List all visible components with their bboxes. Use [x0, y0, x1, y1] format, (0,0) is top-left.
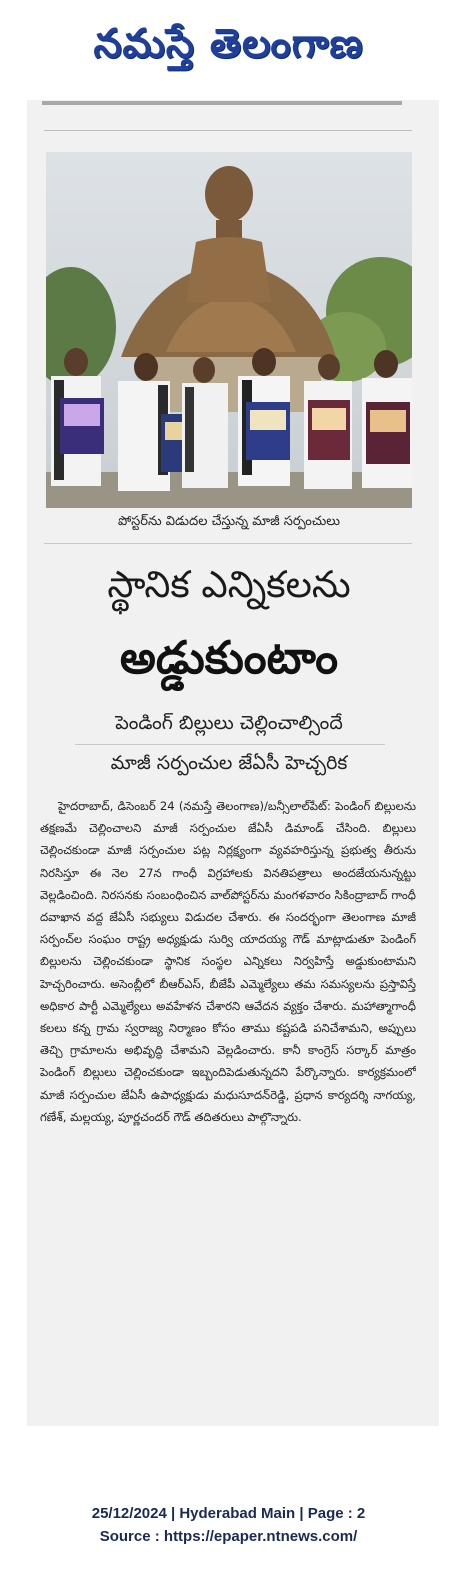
- subheadline-1: పెండింగ్‌ బిల్లులు చెల్లించాల్సిందే: [115, 712, 343, 734]
- previous-article-cut-line: [40, 100, 416, 106]
- edition-info: 25/12/2024 | Hyderabad Main | Page : 2: [91, 1505, 366, 1522]
- divider-line: [44, 130, 412, 131]
- photo-illustration: [46, 152, 412, 508]
- headline-line-2: అడ్డుకుంటాం: [119, 631, 339, 684]
- newspaper-masthead: [0, 0, 457, 98]
- source-link[interactable]: Source : https://epaper.ntnews.com/: [99, 1528, 358, 1545]
- photo-caption: పోస్టర్‌ను విడుదల చేస్తున్న మాజీ సర్పంచులు: [118, 514, 340, 529]
- cut-text-fragment: [40, 101, 416, 106]
- article-body: హైదరాబాద్‌, డిసెంబర్‌ 24 (నమస్తే తెలంగాణ)/బన్సీలాల్‌పేట్‌: పెండింగ్‌ బిల్లులను తక్షణమే చెల్లించాలని మాజీ సర్పంచుల జేఏసీ డిమాండ్‌ చేసింది. బిల్లులు చెల్లించకుండా మాజీ సర్పంచుల పట్ల నిర్లక్ష్యంగా వ్యవహరిస్తున్న ప్రభుత్వ తీరును నిరసిస్తూ ఈ నెల 27న గాంధీ విగ్రహాలకు వినతిపత్రాలు అందజేయనున్నట్టు వెల్లడించింది. నిరసనకు సంబంధించిన వాల్‌పోస్టర్‌ను మంగళవారం సికింద్రాబాద్‌ గాంధీ దవాఖాన వద్ద జేఏసీ సభ్యులు విడుదల చేశారు. ఈ సందర్భంగా తెలంగాణ మాజీ సర్పంచ్‌ల సంఘం రాష్ట్ర అధ్యక్షుడు సుర్వి యాదయ్య గౌడ్‌ మాట్లాడుతూ పెండింగ్‌ బిల్లులను చెల్లించకుండా స్థానిక సంస్థల ఎన్నికలు నిర్వహిస్తే అడ్డుకుంటామని హెచ్చరించారు. అసెంబ్లీలో బీఆర్‌ఎస్‌, బీజేపీ ఎమ్మెల్యేలు తమ సమస్యలను ప్రస్తావిస్తే అధికార పార్టీ ఎమ్మెల్యేలు అవహేళన చేశారని ఆవేదన వ్యక్తం చేశారు. మహాత్మాగాంధీ కలలు కన్న గ్రామ స్వరాజ్య నిర్మాణం కోసం తాము కష్టపడి పనిచేశామని, అప్పులు తెచ్చి గ్రామాలను అభివృద్ధి చేశామని వెల్లడించారు. కానీ కాంగ్రెస్‌ సర్కార్‌ మాత్రం పెండింగ్‌ బిల్లులు చెల్లించకుండా ఇబ్బందిపెడుతున్నదని పేర్కొన్నారు. కార్యక్రమంలో మాజీ సర్పంచుల జేఏసీ ఉపాధ్యక్షుడు మధుసూదన్‌రెడ్డి, ప్రధాన కార్యదర్శి నాగయ్య, గణేశ్‌, మల్లయ్య, పూర్ణచందర్‌ గౌడ్‌ తదితరులు పాల్గొన్నారు.: [40, 799, 416, 1124]
- masthead-title: నమస్తే తెలంగాణ: [93, 21, 364, 67]
- headline-line-1: స్థానిక ఎన్నికలను: [107, 563, 351, 606]
- news-photo: [46, 152, 412, 508]
- subheadline-2: మాజీ సర్పంచుల జేఏసీ హెచ్చరిక: [110, 752, 348, 774]
- deck-divider: [75, 744, 385, 745]
- caption-divider: [44, 543, 412, 544]
